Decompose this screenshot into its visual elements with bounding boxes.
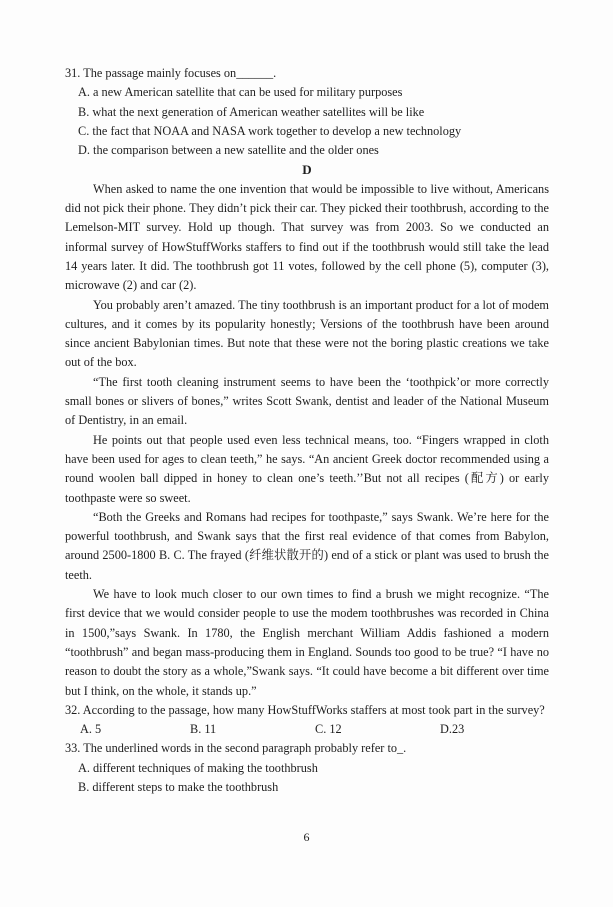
question-33-option-a: A. different techniques of making the toothbrush: [78, 760, 318, 775]
question-33-stem: 33. The underlined words in the second paragraph probably refer to_.: [65, 741, 407, 756]
passage-paragraph-5: “Both the Greeks and Romans had recipes for toothpaste,” says Swank. We’re here for the powerful toothbrush, and Swank says that the first real evidence of that comes from Babylon, around 2500-1800 B. C. The frayed (纤维状散开的) end of a stick or plant was used to brush the teeth.: [65, 509, 549, 582]
page-content: [65, 64, 549, 797]
passage-paragraph-4: He points out that people used even less technical means, too. “Fingers wrapped in cloth have been used for ages to clean teeth,” he says. “An ancient Greek doctor recommended using a round woolen ball dipped in honey to clean one’s teeth.’’But not all recipes (配方) or early toothpaste were so sweet.: [65, 432, 549, 505]
passage-paragraph-3: “The first tooth cleaning instrument seems to have been the ‘toothpick’or more correctly small bones or slivers of bones,” writes Scott Swank, dentist and leader of the National Museum of Dentistry, in an email.: [65, 374, 549, 428]
question-31-stem: 31. The passage mainly focuses on______.: [65, 66, 277, 80]
question-32-option-b: B. 11: [190, 722, 217, 737]
passage-paragraph-2: You probably aren’t amazed. The tiny toothbrush is an important product for a lot of modem cultures, and it comes by its popularity honestly; Versions of the toothbrush have been around since ancient Babylonian times. But note that these were not the boring plastic creations we take out of the box.: [65, 297, 549, 370]
passage-paragraph-6: We have to look much closer to our own times to find a brush we might recognize. “The first device that we would consider people to use the modem toothbrushes was recorded in China in 1500,”says Swank. In 1780, the English merchant William Addis fashioned a modern “toothbrush” and began mass-producing them in England. Sounds too good to be true? “I have no reason to doubt the story as a whole,”Swank says. “It could have become a bit different over time but I think, on the whole, it stands up.”: [65, 587, 549, 698]
question-32-stem: 32. According to the passage, how many HowStuffWorks staffers at most took part in the survey?: [65, 702, 545, 717]
question-31-option-a: A. a new American satellite that can be used for military purposes: [78, 85, 403, 100]
page-number: 6: [303, 830, 310, 844]
question-31-option-b: B. what the next generation of American weather satellites will be like: [78, 104, 425, 119]
question-31-option-d: D. the comparison between a new satellite and the older ones: [78, 143, 379, 158]
question-32-option-c: C. 12: [315, 722, 342, 737]
question-32-options: [65, 720, 549, 739]
passage-section-label: D: [302, 162, 312, 178]
question-31-option-c: C. the fact that NOAA and NASA work together to develop a new technology: [78, 123, 462, 138]
question-33-option-b: B. different steps to make the toothbrush: [78, 779, 279, 794]
question-32-option-a: A. 5: [80, 722, 102, 737]
question-32-option-d: D.23: [440, 722, 465, 737]
passage-paragraph-1: When asked to name the one invention that would be impossible to live without, Americans did not pick their phone. They didn’t pick their car. They picked their toothbrush, according to the Lemelson-MIT survey. Hold up though. That survey was from 2003. So we conducted an informal survey of HowStuffWorks staffers to find out if the toothbrush would still take the lead 14 years later. It did. The toothbrush got 11 votes, followed by the cell phone (5), computer (3), microwave (2) and car (2).: [65, 181, 549, 293]
